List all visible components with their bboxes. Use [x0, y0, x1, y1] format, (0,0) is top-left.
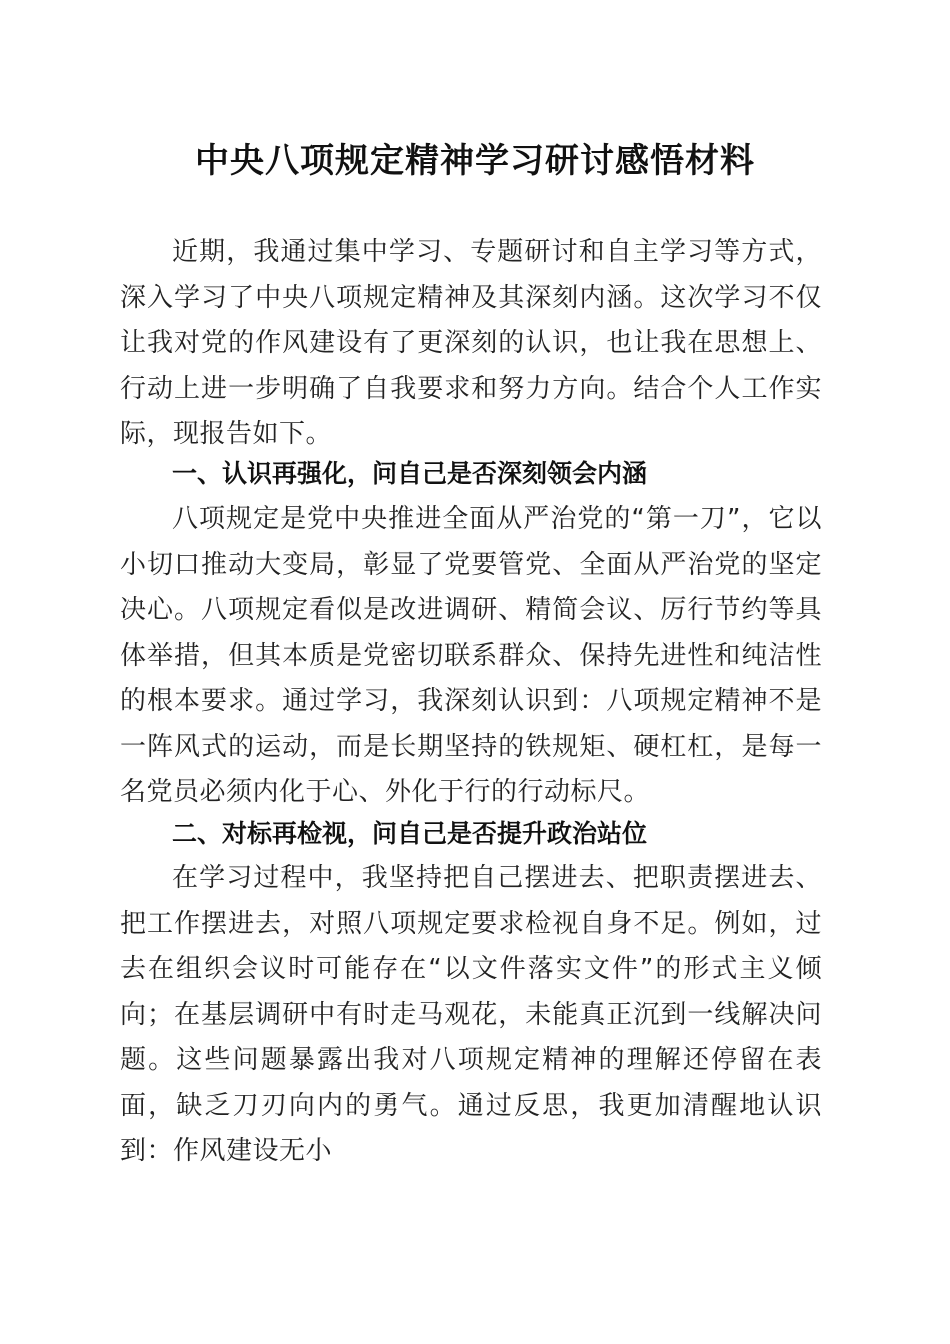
paragraph-section-1: 八项规定是党中央推进全面从严治党的“第一刀”，它以小切口推动大变局，彰显了党要管党、全面从严治党的坚定决心。八项规定看似是改进调研、精简会议、厉行节约等具体举措，但其本质是党密切联系群众、保持先进性和纯洁性的根本要求。通过学习，我深刻认识到：八项规定精神不是一阵风式的运动，而是长期坚持的铁规矩、硬杠杠，是每一名党员必须内化于心、外化于行的行动标尺。 [120, 504, 822, 807]
document-title: 中央八项规定精神学习研讨感悟材料 [195, 141, 755, 181]
paragraph-section-2: 在学习过程中，我坚持把自己摆进去、把职责摆进去、把工作摆进去，对照八项规定要求检视自身不足。例如，过去在组织会议时可能存在“以文件落实文件”的形式主义倾向；在基层调研中有时走马观花，未能真正沉到一线解决问题。这些问题暴露出我对八项规定精神的理解还停留在表面，缺乏刀刃向内的勇气。通过反思，我更加清醒地认识到：作风建设无小 [120, 863, 822, 1166]
section-heading-2: 二、对标再检视，问自己是否提升政治站位 [172, 819, 648, 848]
paragraph-intro: 近期，我通过集中学习、专题研讨和自主学习等方式，深入学习了中央八项规定精神及其深刻内涵。这次学习不仅让我对党的作风建设有了更深刻的认识，也让我在思想上、行动上进一步明确了自我要求和努力方向。结合个人工作实际，现报告如下。 [120, 237, 822, 449]
section-heading-1: 一、认识再强化，问自己是否深刻领会内涵 [172, 459, 648, 488]
